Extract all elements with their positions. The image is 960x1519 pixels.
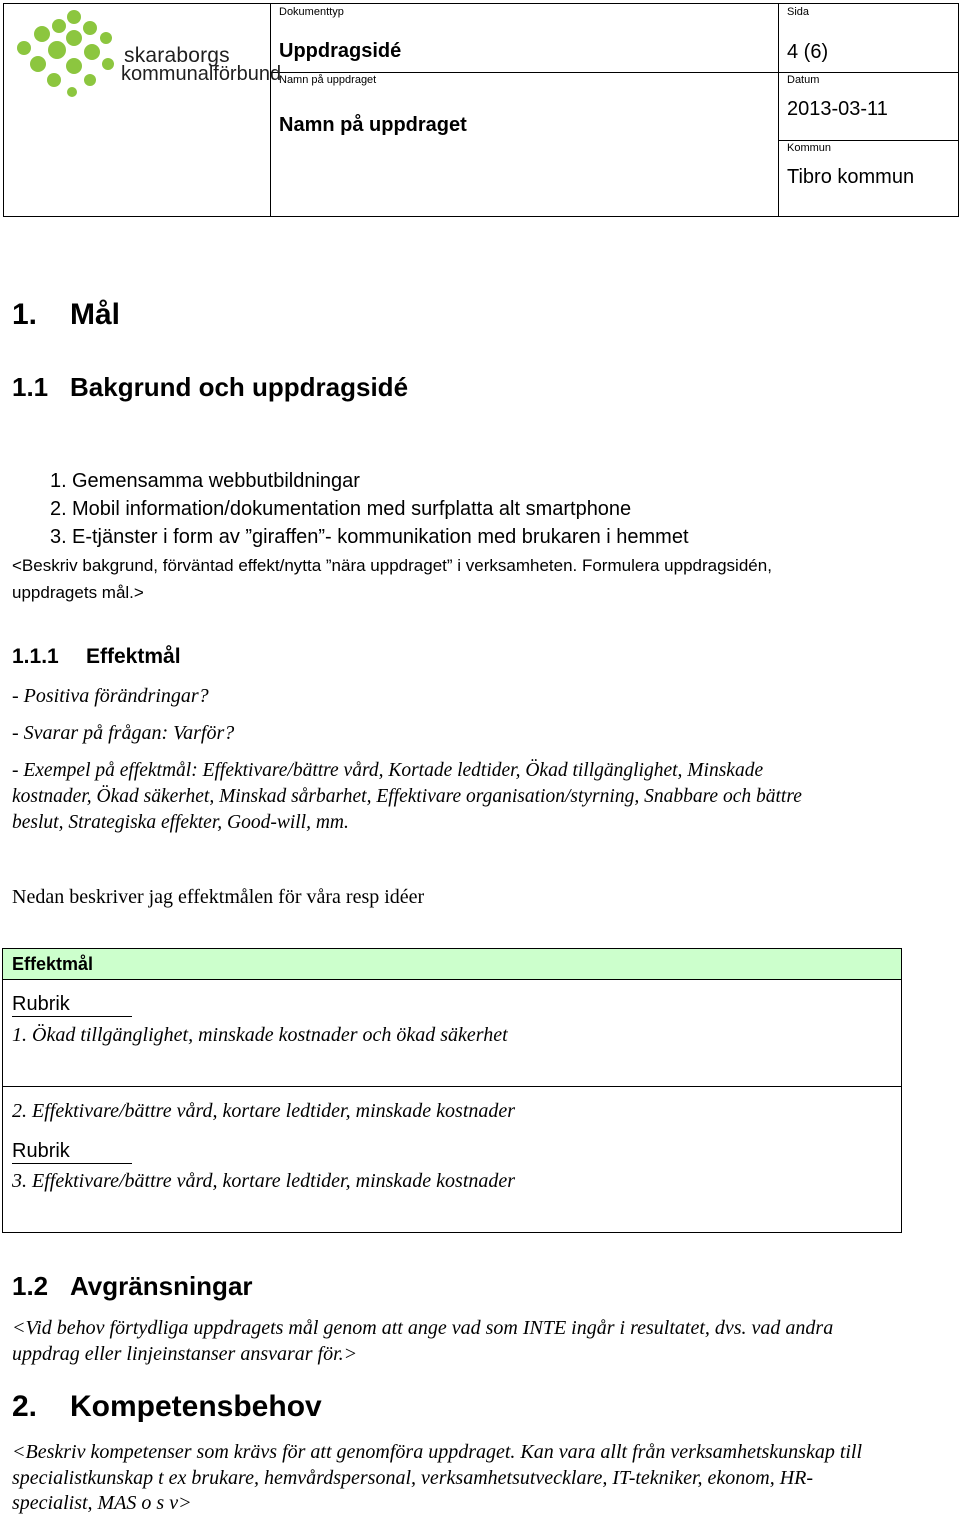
rubrik-label-1: Rubrik [12, 993, 132, 1017]
subsection-title: Avgränsningar [70, 1271, 253, 1301]
doctype-label: Dokumenttyp [279, 6, 344, 18]
header-divider [270, 72, 958, 73]
page-label: Sida [787, 6, 810, 18]
table-header: Effektmål [12, 954, 94, 974]
list-item: Mobil information/dokumentation med surfplatta alt smartphone [72, 498, 632, 520]
limitations-line-2: uppdrag eller linjeinstanser ansvarar för.> [12, 1343, 358, 1365]
instruction-line-2: uppdragets mål.> [12, 583, 144, 602]
organization-logo [12, 8, 282, 100]
effekt-title: Effektmål [86, 645, 181, 668]
example-line-1: - Exempel på effektmål: Effektivare/bättre vård, Kortade ledtider, Ökad tillgänglighet, Minskade [12, 760, 764, 781]
section-title: Kompetensbehov [70, 1390, 322, 1423]
effektmal-table [2, 948, 902, 1233]
effekt-number: 1.1.1 [12, 645, 59, 668]
municipality-value: Tibro kommun [787, 166, 915, 188]
section-title: Mål [70, 298, 121, 331]
list-item-number: 2. [50, 498, 67, 520]
competence-line-2: specialistkunskap t ex brukare, hemvårdspersonal, verksamhetsutvecklare, IT-tekniker, ekonom, HR- [12, 1467, 814, 1489]
table-row: 1. Ökad tillgänglighet, minskade kostnader och ökad säkerhet [12, 1024, 508, 1046]
example-line-3: beslut, Strategiska effekter, Good-will, mm. [12, 812, 349, 833]
table-row: 2. Effektivare/bättre vård, kortare ledtider, minskade kostnader [12, 1100, 516, 1122]
date-label: Datum [787, 74, 820, 86]
list-item-number: 3. [50, 526, 67, 548]
limitations-line-1: <Vid behov förtydliga uppdragets mål genom att ange vad som INTE ingår i resultatet, dvs. vad andra [12, 1317, 834, 1339]
question-why: - Svarar på frågan: Varför? [12, 722, 235, 744]
subsection-title: Bakgrund och uppdragsidé [70, 372, 409, 402]
subsection-number: 1.2 [12, 1271, 49, 1301]
example-line-2: kostnader, Ökad säkerhet, Minskad sårbarhet, Effektivare organisation/styrning, Snabbare och bättre [12, 786, 802, 807]
table-header-row [3, 949, 901, 980]
competence-line-1: <Beskriv kompetenser som krävs för att genomföra uppdraget. Kan vara allt från verksamhetskunskap till [12, 1441, 863, 1463]
rubrik-label-2: Rubrik [12, 1140, 132, 1164]
section-number: 1. [12, 298, 38, 331]
instruction-text-cont [12, 583, 144, 603]
date-value: 2013-03-11 [787, 98, 888, 120]
municipality-label: Kommun [787, 142, 832, 154]
page-value: 4 (6) [787, 41, 829, 63]
assignment-value: Namn på uppdraget [279, 114, 467, 136]
logo-text-line2: kommunalförbund [121, 63, 282, 85]
doctype-value: Uppdragsidé [279, 40, 402, 62]
logo-text-line1: skaraborgs [124, 44, 230, 67]
document-header [3, 3, 959, 217]
question-positive-changes: - Positiva förändringar? [12, 685, 209, 707]
table-row: 3. Effektivare/bättre vård, kortare ledtider, minskade kostnader [12, 1170, 516, 1192]
assignment-label: Namn på uppdraget [279, 74, 377, 86]
competence-line-3: specialist, MAS o s v> [12, 1492, 192, 1514]
list-item: E-tjänster i form av ”giraffen”- kommunikation med brukaren i hemmet [72, 526, 689, 548]
rubrik-heading-2 [12, 1140, 132, 1164]
table-row-divider [3, 1086, 901, 1087]
subsection-number: 1.1 [12, 372, 49, 402]
effekt-intro: Nedan beskriver jag effektmålen för våra resp idéer [12, 886, 425, 908]
list-item-number: 1. [50, 470, 67, 492]
logo-mark-icon [12, 8, 122, 100]
list-item: Gemensamma webbutbildningar [72, 470, 360, 492]
instruction-line-1: <Beskriv bakgrund, förväntad effekt/nytta ”nära uppdraget” i verksamheten. Formulera uppdragsidén, [12, 556, 772, 575]
header-divider [778, 4, 779, 216]
section-number: 2. [12, 1390, 38, 1423]
header-divider [270, 4, 271, 216]
header-divider [778, 140, 958, 141]
instruction-text [12, 556, 772, 576]
rubrik-heading-1 [12, 993, 132, 1017]
